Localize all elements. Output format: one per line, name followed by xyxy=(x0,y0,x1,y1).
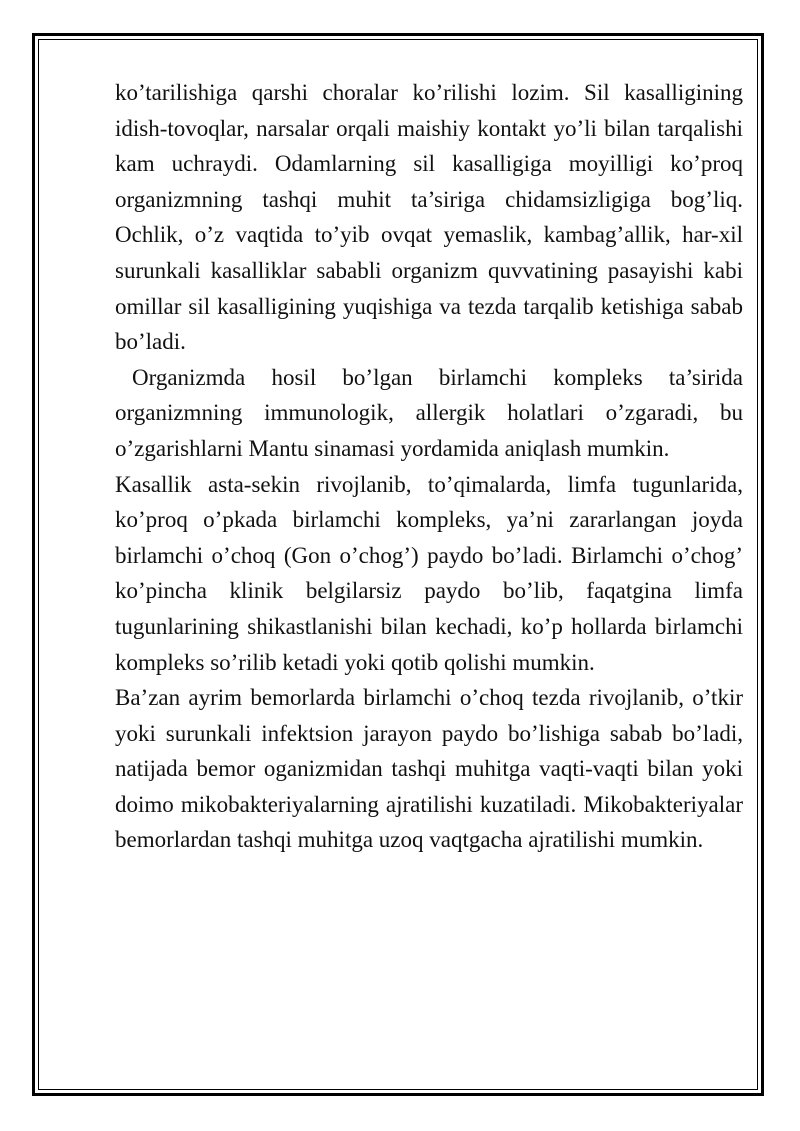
document-body xyxy=(115,75,743,858)
paragraph-3: Kasallik asta-sekin rivojlanib, to’qimalarda, limfa tugunlarida, ko’proq o’pkada birlamchi kompleks, ya’ni zararlangan joyda birlamchi o’choq (Gon o’chog’) paydo bo’ladi. Birlamchi o’chog’ ko’pincha klinik belgilarsiz paydo bo’lib, faqatgina limfa tugunlarining shikastlanishi bilan kechadi, ko’p hollarda birlamchi kompleks so’rilib ketadi yoki qotib qolishi mumkin. xyxy=(115,471,743,675)
paragraph-1: ko’tarilishiga qarshi choralar ko’rilishi lozim. Sil kasalligining idish-tovoqlar, narsalar orqali maishiy kontakt yo’li bilan tarqalishi kam uchraydi. Odamlarning sil kasalligiga moyilligi ko’proq organizmning tashqi muhit ta’siriga chidamsizligiga bog’liq. Ochlik, o’z vaqtida to’yib ovqat yemaslik, kambag’allik, har-xil surunkali kasalliklar sababli organizm quvvatining pasayishi kabi omillar sil kasalligining yuqishiga va tezda tarqalib ketishiga sabab bo’ladi. xyxy=(115,80,743,355)
paragraph-4: Ba’zan ayrim bemorlarda birlamchi o’choq tezda rivojlanib, o’tkir yoki surunkali infektsion jarayon paydo bo’lishiga sabab bo’ladi, natijada bemor oganizmidan tashqi muhitga vaqti-vaqti bilan yoki doimo mikobakteriyalarning ajratilishi kuzatiladi. Mikobakteriyalar bemorlardan tashqi muhitga uzoq vaqtgacha ajratilishi mumkin. xyxy=(115,685,743,853)
paragraph-2: Organizmda hosil bo’lgan birlamchi kompleks ta’sirida organizmning immunologik, allergik holatlari o’zgaradi, bu o’zgarishlarni Mantu sinamasi yordamida aniqlash mumkin. xyxy=(115,364,743,461)
